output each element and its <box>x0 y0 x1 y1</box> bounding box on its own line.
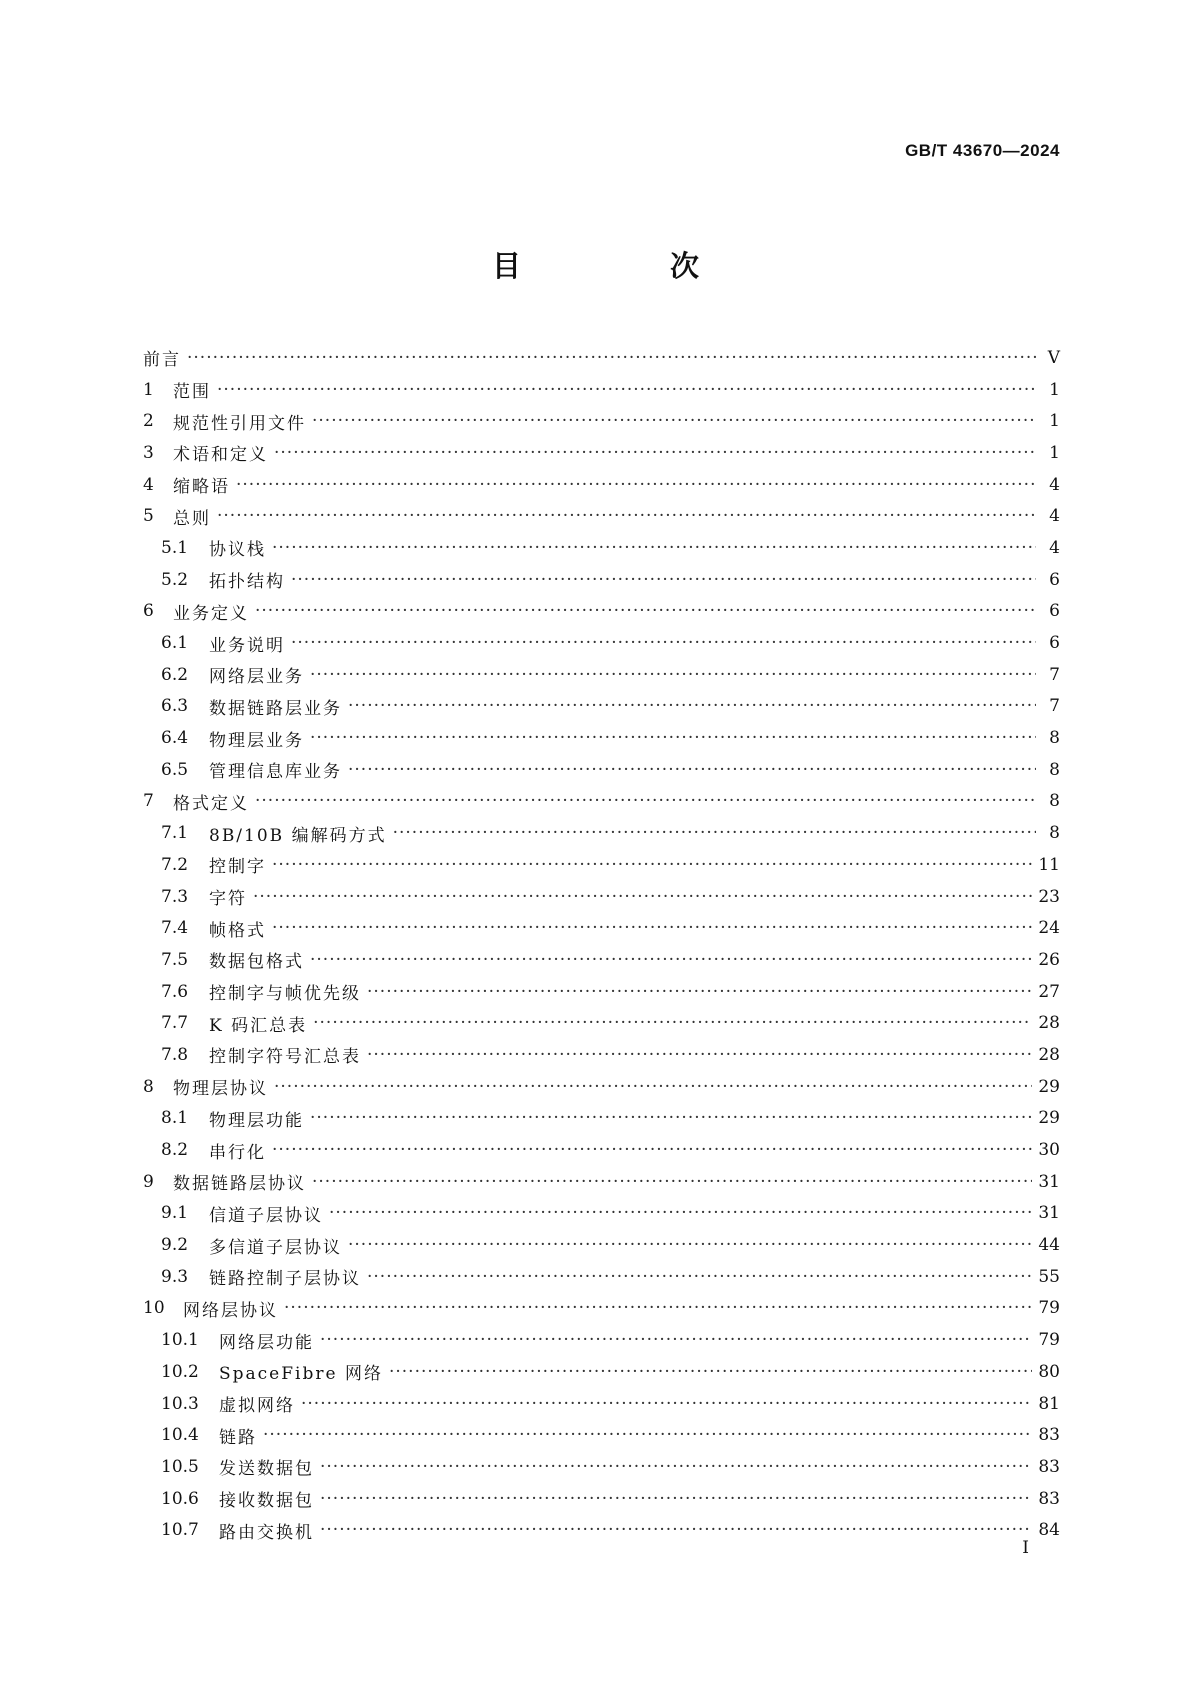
toc-entry-number: 9.3 <box>161 1266 189 1287</box>
toc-entry-page: 8 <box>1049 791 1060 812</box>
toc-entry-page: 27 <box>1038 981 1060 1002</box>
toc-entry[interactable] <box>143 1166 1060 1198</box>
toc-entry-page: 83 <box>1038 1425 1060 1446</box>
toc-entry[interactable] <box>143 596 1060 628</box>
toc-entry-number: 7.8 <box>161 1044 189 1065</box>
toc-dot-leader <box>255 601 1036 621</box>
toc-entry-title: 控制字 <box>209 857 266 878</box>
toc-entry-page: 55 <box>1038 1266 1060 1287</box>
toc-dot-leader <box>310 665 1036 685</box>
toc-dot-leader <box>284 1298 1032 1318</box>
toc-entry-number: 5.2 <box>161 569 189 590</box>
page-title: 目 次 <box>491 249 759 283</box>
toc-entry-number: 7 <box>143 791 154 812</box>
toc-entry-page: 79 <box>1038 1330 1060 1351</box>
toc-entry[interactable] <box>143 405 1060 437</box>
toc-entry[interactable] <box>143 469 1060 501</box>
toc-entry[interactable] <box>143 437 1060 469</box>
toc-entry-page: 6 <box>1049 569 1060 590</box>
toc-entry-number: 9.1 <box>161 1203 189 1224</box>
toc-dot-leader <box>348 696 1036 716</box>
toc-entry-number: 10.1 <box>161 1330 199 1351</box>
toc-entry-number: 10 <box>143 1298 165 1319</box>
toc-dot-leader <box>348 760 1036 780</box>
toc-dot-leader <box>329 1203 1032 1223</box>
toc-entry-title: 路由交换机 <box>219 1522 314 1543</box>
toc-entry-title: 业务定义 <box>173 603 249 624</box>
toc-entry-number: 1 <box>143 379 154 400</box>
toc-entry-number: 6.3 <box>161 696 189 717</box>
toc-entry-number: 7.1 <box>161 823 189 844</box>
toc-entry[interactable] <box>143 976 1060 1008</box>
toc-entry-page: 4 <box>1049 506 1060 527</box>
toc-entry-page: 29 <box>1038 1108 1060 1129</box>
toc-dot-leader <box>291 570 1036 590</box>
toc-dot-leader <box>272 855 1032 875</box>
toc-entry-number: 5 <box>143 506 154 527</box>
toc-entry-number: 10.5 <box>161 1456 199 1477</box>
toc-dot-leader <box>310 728 1036 748</box>
toc-entry-title: 规范性引用文件 <box>173 413 306 434</box>
toc-entry-title: 业务说明 <box>209 635 285 656</box>
toc-entry-title: 字符 <box>209 889 247 910</box>
toc-dot-leader <box>367 982 1032 1002</box>
toc-entry-title: 网络层业务 <box>209 667 304 688</box>
toc-entry-page: 24 <box>1038 918 1060 939</box>
toc-entry-title: 接收数据包 <box>219 1491 314 1512</box>
toc-dot-leader <box>274 1077 1032 1097</box>
toc-entry-title: 多信道子层协议 <box>209 1237 342 1258</box>
toc-entry[interactable] <box>143 564 1060 596</box>
toc-entry-title: 前言 <box>143 350 181 371</box>
toc-entry[interactable] <box>143 500 1060 532</box>
toc-dot-leader <box>236 475 1036 495</box>
toc-entry-page: V <box>1047 347 1060 368</box>
toc-entry[interactable] <box>143 1007 1060 1039</box>
toc-entry-number: 6.1 <box>161 633 189 654</box>
toc-entry-number: 10.6 <box>161 1488 199 1509</box>
toc-entry-title: 数据链路层协议 <box>173 1174 306 1195</box>
toc-dot-leader <box>348 1235 1032 1255</box>
toc-entry[interactable] <box>143 1039 1060 1071</box>
toc-entry[interactable] <box>143 1071 1060 1103</box>
toc-dot-leader <box>320 1520 1032 1540</box>
toc-entry-page: 8 <box>1049 759 1060 780</box>
toc-entry[interactable] <box>143 374 1060 406</box>
toc-entry[interactable] <box>143 1388 1060 1420</box>
toc-dot-leader <box>310 950 1032 970</box>
toc-dot-leader <box>274 443 1036 463</box>
page-number: I <box>1022 1538 1029 1558</box>
toc-entry-number: 10.3 <box>161 1393 199 1414</box>
toc-entry[interactable] <box>143 627 1060 659</box>
toc-entry-page: 4 <box>1049 474 1060 495</box>
toc-entry-title: SpaceFibre 网络 <box>219 1364 383 1385</box>
toc-entry[interactable] <box>143 1229 1060 1261</box>
toc-entry-page: 29 <box>1038 1076 1060 1097</box>
toc-dot-leader <box>255 791 1036 811</box>
toc-entry-page: 81 <box>1038 1393 1060 1414</box>
toc-entry-page: 28 <box>1038 1013 1060 1034</box>
toc-dot-leader <box>310 1108 1032 1128</box>
toc-dot-leader <box>367 1045 1032 1065</box>
toc-entry-page: 23 <box>1038 886 1060 907</box>
toc-entry-page: 6 <box>1049 601 1060 622</box>
toc-entry-page: 83 <box>1038 1456 1060 1477</box>
toc-entry-number: 5.1 <box>161 537 189 558</box>
toc-entry-page: 84 <box>1038 1520 1060 1541</box>
toc-dot-leader <box>217 380 1036 400</box>
toc-entry-page: 80 <box>1038 1361 1060 1382</box>
toc-entry-page: 6 <box>1049 633 1060 654</box>
toc-entry-page: 1 <box>1049 411 1060 432</box>
toc-entry[interactable] <box>143 1419 1060 1451</box>
toc-entry-title: 管理信息库业务 <box>209 762 342 783</box>
toc-entry-title: 总则 <box>173 508 211 529</box>
toc-dot-leader <box>312 1172 1032 1192</box>
toc-entry[interactable] <box>143 1356 1060 1388</box>
toc-entry-page: 79 <box>1038 1298 1060 1319</box>
toc-entry[interactable] <box>143 1324 1060 1356</box>
toc-entry[interactable] <box>143 722 1060 754</box>
toc-entry-page: 7 <box>1049 696 1060 717</box>
toc-entry-title: 串行化 <box>209 1142 266 1163</box>
toc-entry-page: 1 <box>1049 379 1060 400</box>
toc-entry[interactable] <box>143 659 1060 691</box>
toc-entry-page: 83 <box>1038 1488 1060 1509</box>
toc-entry-title: 发送数据包 <box>219 1459 314 1480</box>
toc-dot-leader <box>393 823 1036 843</box>
standard-number: GB/T 43670—2024 <box>905 141 1060 160</box>
toc-entry-number: 9 <box>143 1171 154 1192</box>
toc-entry-title: 物理层协议 <box>173 1079 268 1100</box>
toc-dot-leader <box>320 1330 1032 1350</box>
toc-entry-title: 控制字与帧优先级 <box>209 984 361 1005</box>
table-of-contents <box>143 342 1060 1546</box>
toc-entry-number: 7.5 <box>161 949 189 970</box>
toc-entry-number: 7.3 <box>161 886 189 907</box>
toc-entry-title: 链路 <box>219 1427 257 1448</box>
toc-entry-title: 物理层功能 <box>209 1110 304 1131</box>
toc-entry-title: 链路控制子层协议 <box>209 1269 361 1290</box>
toc-dot-leader <box>253 887 1032 907</box>
toc-entry[interactable] <box>143 849 1060 881</box>
toc-entry[interactable] <box>143 754 1060 786</box>
toc-entry-number: 7.6 <box>161 981 189 1002</box>
toc-entry-number: 4 <box>143 474 154 495</box>
toc-entry-title: 协议栈 <box>209 540 266 561</box>
toc-entry-number: 8.1 <box>161 1108 189 1129</box>
toc-entry-title: 缩略语 <box>173 477 230 498</box>
toc-entry-title: 信道子层协议 <box>209 1205 323 1226</box>
toc-entry[interactable] <box>143 1134 1060 1166</box>
toc-dot-leader <box>217 506 1036 526</box>
toc-entry-number: 10.2 <box>161 1361 199 1382</box>
toc-entry-page: 28 <box>1038 1044 1060 1065</box>
toc-entry[interactable] <box>143 342 1060 374</box>
toc-dot-leader <box>367 1267 1032 1287</box>
toc-entry[interactable] <box>143 1514 1060 1546</box>
toc-entry-page: 26 <box>1038 949 1060 970</box>
toc-entry[interactable] <box>143 1261 1060 1293</box>
toc-entry-number: 6 <box>143 601 154 622</box>
toc-entry-title: 拓扑结构 <box>209 572 285 593</box>
toc-dot-leader <box>389 1362 1032 1382</box>
toc-dot-leader <box>320 1457 1032 1477</box>
toc-entry[interactable] <box>143 1483 1060 1515</box>
toc-entry-title: 网络层协议 <box>183 1300 278 1321</box>
toc-entry-page: 11 <box>1038 854 1060 875</box>
toc-entry-number: 9.2 <box>161 1235 189 1256</box>
toc-entry-page: 7 <box>1049 664 1060 685</box>
toc-entry-number: 6.5 <box>161 759 189 780</box>
toc-entry[interactable] <box>143 691 1060 723</box>
toc-entry-title: 8B/10B 编解码方式 <box>209 825 387 846</box>
toc-entry-number: 7.4 <box>161 918 189 939</box>
toc-entry-number: 3 <box>143 442 154 463</box>
toc-entry-title: 格式定义 <box>173 793 249 814</box>
toc-entry-title: 术语和定义 <box>173 445 268 466</box>
toc-entry-title: 数据链路层业务 <box>209 698 342 719</box>
toc-dot-leader <box>301 1394 1032 1414</box>
toc-dot-leader <box>313 1013 1032 1033</box>
toc-entry-number: 7.7 <box>161 1013 189 1034</box>
toc-entry-number: 7.2 <box>161 854 189 875</box>
toc-entry-number: 10.4 <box>161 1425 199 1446</box>
toc-entry[interactable] <box>143 1103 1060 1135</box>
toc-entry-title: 数据包格式 <box>209 952 304 973</box>
toc-entry[interactable] <box>143 817 1060 849</box>
toc-dot-leader <box>263 1425 1032 1445</box>
toc-entry-title: 虚拟网络 <box>219 1396 295 1417</box>
toc-dot-leader <box>272 538 1036 558</box>
toc-dot-leader <box>187 348 1036 368</box>
toc-entry-number: 6.4 <box>161 728 189 749</box>
toc-entry-page: 8 <box>1049 728 1060 749</box>
toc-entry-number: 6.2 <box>161 664 189 685</box>
toc-entry-title: 物理层业务 <box>209 730 304 751</box>
toc-entry-page: 30 <box>1038 1140 1060 1161</box>
toc-entry-page: 44 <box>1038 1235 1060 1256</box>
toc-dot-leader <box>320 1489 1032 1509</box>
toc-entry[interactable] <box>143 1198 1060 1230</box>
toc-entry-title: 网络层功能 <box>219 1332 314 1353</box>
toc-entry-title: 帧格式 <box>209 920 266 941</box>
toc-dot-leader <box>272 1140 1032 1160</box>
toc-entry-number: 8 <box>143 1076 154 1097</box>
toc-entry[interactable] <box>143 881 1060 913</box>
toc-entry-title: 控制字符号汇总表 <box>209 1047 361 1068</box>
toc-entry-number: 8.2 <box>161 1140 189 1161</box>
toc-entry[interactable] <box>143 944 1060 976</box>
toc-entry-number: 2 <box>143 411 154 432</box>
toc-entry[interactable] <box>143 1293 1060 1325</box>
toc-entry[interactable] <box>143 786 1060 818</box>
toc-entry-page: 8 <box>1049 823 1060 844</box>
toc-entry-page: 31 <box>1038 1203 1060 1224</box>
toc-entry[interactable] <box>143 912 1060 944</box>
toc-dot-leader <box>291 633 1036 653</box>
toc-entry-number: 10.7 <box>161 1520 199 1541</box>
toc-entry-page: 31 <box>1038 1171 1060 1192</box>
toc-entry-page: 4 <box>1049 537 1060 558</box>
toc-dot-leader <box>272 918 1032 938</box>
toc-entry-page: 1 <box>1049 442 1060 463</box>
toc-entry-title: 范围 <box>173 382 211 403</box>
toc-entry-title: K 码汇总表 <box>209 1015 308 1036</box>
toc-entry[interactable] <box>143 1451 1060 1483</box>
toc-entry[interactable] <box>143 532 1060 564</box>
toc-dot-leader <box>312 411 1036 431</box>
